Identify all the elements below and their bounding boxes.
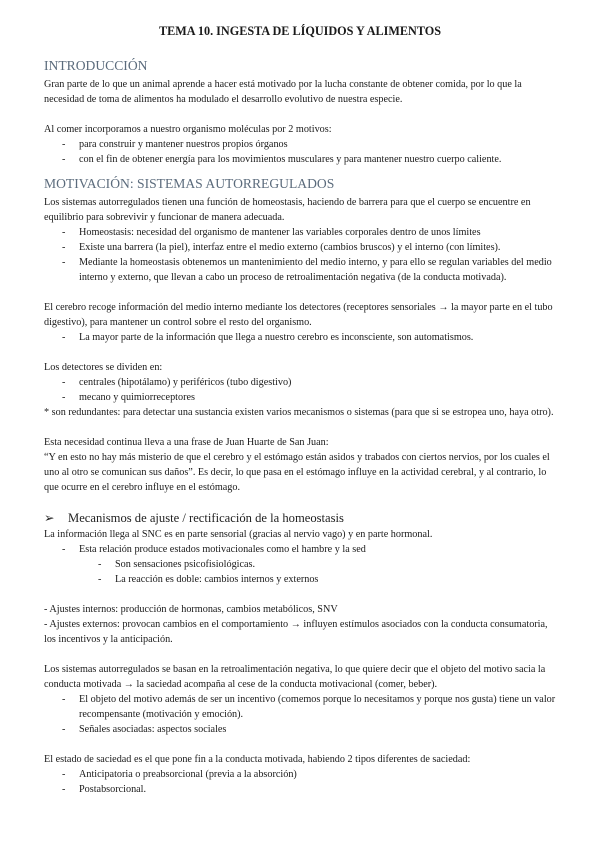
- intro-list: [44, 137, 556, 167]
- mechanisms-list: [44, 542, 556, 557]
- list-item: - con el fin de obtener energía para los movimientos musculares y para mantener nuestro cuerpo caliente.: [44, 152, 556, 167]
- mechanisms-sublist: [44, 557, 556, 587]
- intro-paragraph-2: Al comer incorporamos a nuestro organismo moléculas por 2 motivos:: [44, 124, 332, 135]
- arrow-bullet-icon: ➢: [44, 511, 55, 525]
- list-item: - Existe una barrera (la piel), interfaz entre el medio externo (cambios bruscos) y el interno (con límites).: [44, 240, 556, 255]
- list-item: - Anticipatoria o preabsorcional (previa a la absorción): [44, 767, 556, 782]
- list-item: - centrales (hipotálamo) y periféricos (tubo digestivo): [44, 375, 556, 390]
- motivation-list-2: [44, 330, 556, 345]
- list-item: - Señales asociadas: aspectos sociales: [44, 722, 556, 737]
- list-item: - El objeto del motivo además de ser un incentivo (comemos porque lo necesitamos y porque nos gusta) tiene un valor recompensante (motivación y emoción).: [44, 692, 556, 722]
- mechanisms-heading: [44, 510, 556, 526]
- list-item: - mecano y quimiorreceptores: [44, 390, 556, 405]
- list-item: - Homeostasis: necesidad del organismo de mantener las variables corporales dentro de unos límites: [44, 225, 556, 240]
- mechanisms-paragraph-3: - Ajustes externos: provocan cambios en el comportamiento → influyen estímulos asociados con la conducta consumatoria, los incentivos y la anticipación.: [44, 619, 548, 645]
- satiety-list: [44, 767, 556, 797]
- mechanisms-heading-text: Mecanismos de ajuste / rectificación de la homeostasis: [68, 511, 344, 525]
- motivation-paragraph-1: Los sistemas autorregulados tienen una función de homeostasis, haciendo de barrera para que el cuerpo se encuentre en equilibrio para sobrevivir y funcionar de manera adecuada.: [44, 197, 531, 223]
- motivation-paragraph-4: * son redundantes: para detectar una sustancia existen varios mecanismos o sistemas (para que si se estropea uno, haya otro).: [44, 407, 554, 418]
- list-item: - La mayor parte de la información que llega a nuestro cerebro es inconsciente, son automatismos.: [44, 330, 556, 345]
- list-item: - para construir y mantener nuestros propios órganos: [44, 137, 556, 152]
- mechanisms-list-2: [44, 692, 556, 737]
- motivation-paragraph-3: Los detectores se dividen en:: [44, 362, 163, 373]
- motivation-list: [44, 225, 556, 285]
- document-title: TEMA 10. INGESTA DE LÍQUIDOS Y ALIMENTOS: [158, 24, 442, 38]
- mechanisms-paragraph-1: La información llega al SNC es en parte sensorial (gracias al nervio vago) y en parte hormonal.: [44, 529, 433, 540]
- motivation-paragraph-2: El cerebro recoge información del medio interno mediante los detectores (receptores sensoriales → la mayor parte en el tubo digestivo), para mantener un control sobre el resto del organismo.: [44, 302, 553, 328]
- detectors-list: [44, 375, 556, 405]
- list-item: - Postabsorcional.: [44, 782, 556, 797]
- intro-heading: INTRODUCCIÓN: [44, 58, 148, 73]
- list-item: - La reacción es doble: cambios internos y externos: [44, 572, 556, 587]
- mechanisms-paragraph-2: - Ajustes internos: producción de hormonas, cambios metabólicos, SNV: [44, 604, 338, 615]
- mechanisms-paragraph-4: Los sistemas autorregulados se basan en la retroalimentación negativa, lo que quiere decir que el objeto del motivo sacia la conducta motivada → la saciedad acompaña al cese de la conducta motivacional (comer, beber).: [44, 664, 546, 690]
- intro-paragraph-1: Gran parte de lo que un animal aprende a hacer está motivado por la lucha constante de obtener comida, por lo que la necesidad de toma de alimentos ha modulado el desarrollo evolutivo de nuestra especie.: [44, 79, 522, 105]
- list-item: - Son sensaciones psicofisiológicas.: [44, 557, 556, 572]
- quote-paragraph: “Y en esto no hay más misterio de que el cerebro y el estómago están asidos y trabados con ciertos nervios, por los cuales el uno al otro se comunican sus daños”. Es decir, lo que pasa en el estómago influye en la actividad cerebral, y al contrario, lo que ocurre en el cerebro influye en el estómago.: [44, 452, 550, 493]
- mechanisms-paragraph-5: El estado de saciedad es el que pone fin a la conducta motivada, habiendo 2 tipos diferentes de saciedad:: [44, 754, 471, 765]
- motivation-heading: MOTIVACIÓN: SISTEMAS AUTORREGULADOS: [44, 176, 335, 191]
- motivation-paragraph-5: Esta necesidad continua lleva a una frase de Juan Huarte de San Juan:: [44, 437, 329, 448]
- list-item: - Mediante la homeostasis obtenemos un mantenimiento del medio interno, y para ello se regulan variables del medio interno y externo, que llevan a cabo un proceso de retroalimentación negativa (de la conducta motivada).: [44, 255, 556, 285]
- list-item: - Esta relación produce estados motivacionales como el hambre y la sed: [44, 542, 556, 557]
